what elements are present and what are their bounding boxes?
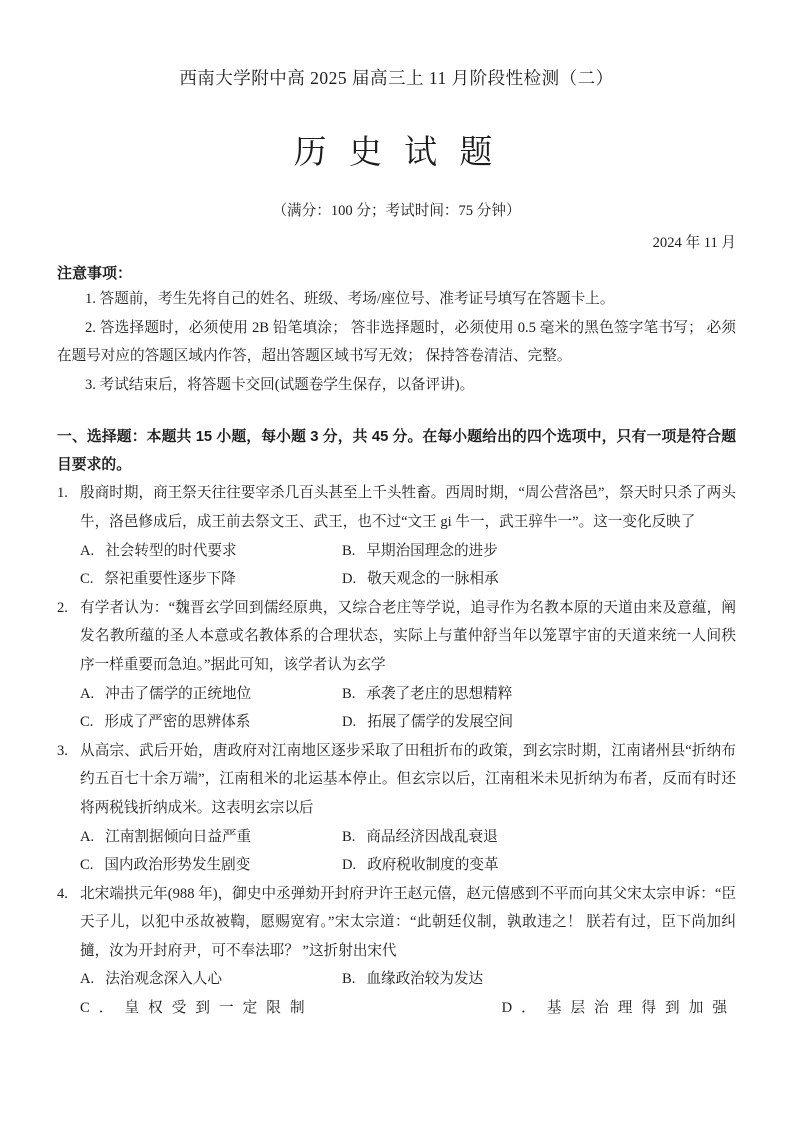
question-1-option-d: D. 敬天观念的一脉相承 bbox=[342, 571, 499, 588]
question-2-number: 2. bbox=[57, 599, 68, 616]
exam-meta-line: （满分：100 分；考试时间：75 分钟） bbox=[272, 203, 521, 219]
question-1-stem: 殷商时期，商王祭天往往要宰杀几百头甚至上千头牲畜。西周时期，“周公营洛邑”，祭天时只杀了两头牛，洛邑修成后，成王前去祭文王、武王，也不过“文王 gi 牛一，武王骍牛一”。这一变化反映了 bbox=[80, 485, 736, 530]
section-heading-multiple-choice: 一、选择题：本题共 15 小题，每小题 3 分，共 45 分。在每小题给出的四个选项中，只有一项是符合题目要求的。 bbox=[57, 429, 736, 474]
question-1-option-b: B. 早期治国理念的进步 bbox=[342, 542, 498, 559]
question-4-option-c: C． 皇权受到一定限制 bbox=[80, 1000, 314, 1017]
question-1-number: 1. bbox=[57, 485, 68, 502]
question-4-option-d: D． 基层治理得到加强 bbox=[501, 1000, 736, 1017]
question-3-option-d: D. 政府税收制度的变革 bbox=[342, 857, 499, 874]
question-2-option-b: B. 承袭了老庄的思想精粹 bbox=[342, 685, 513, 702]
exam-school-header: 西南大学附中高 2025 届高三上 11 月阶段性检测（二） bbox=[179, 68, 614, 88]
question-3-option-b: B. 商品经济因战乱衰退 bbox=[342, 828, 498, 845]
notice-item-1: 1. 答题前，考生先将自己的姓名、班级、考场/座位号、准考证号填写在答题卡上。 bbox=[85, 291, 615, 307]
question-2-option-a: A. 冲击了儒学的正统地位 bbox=[80, 685, 252, 702]
question-3 bbox=[57, 737, 736, 880]
question-2-stem: 有学者认为：“魏晋玄学回到儒经原典，又综合老庄等学说，追寻作为名教本原的天道由来及意蕴，阐发名教所蕴的圣人本意或名教体系的合理状态，实际上与董仲舒当年以笼罩宇宙的天道来统一人间秩序一样重要而急迫。”据此可知，该学者认为玄学 bbox=[80, 599, 736, 673]
question-1-option-c: C. 祭祀重要性逐步下降 bbox=[80, 571, 236, 588]
question-4-options-row-1 bbox=[80, 965, 736, 994]
question-1-option-a: A. 社会转型的时代要求 bbox=[80, 542, 237, 559]
question-4-options-row-2 bbox=[80, 994, 736, 1023]
question-4 bbox=[57, 880, 736, 1023]
notice-section bbox=[57, 263, 736, 399]
question-3-stem: 从高宗、武后开始，唐政府对江南地区逐步采取了田租折布的政策，到玄宗时期，江南诸州县“折纳布约五百七十余万端”，江南租米的北运基本停止。但玄宗以后，江南租米未见折纳为布者，反而有时还将两税钱折纳成米。这表明玄宗以后 bbox=[80, 742, 736, 816]
question-1 bbox=[57, 479, 736, 593]
question-2-option-d: D. 拓展了儒学的发展空间 bbox=[342, 714, 514, 731]
question-2-options bbox=[80, 680, 736, 737]
question-4-number: 4. bbox=[57, 885, 68, 902]
page-title: 历 史 试 题 bbox=[293, 135, 500, 171]
question-3-option-a: A. 江南割据倾向日益严重 bbox=[80, 828, 252, 845]
exam-date: 2024 年 11 月 bbox=[652, 235, 736, 251]
question-3-number: 3. bbox=[57, 742, 68, 759]
question-1-options bbox=[80, 537, 736, 594]
notice-item-3: 3. 考试结束后，将答题卡交回(试题卷学生保存，以备评讲)。 bbox=[85, 376, 475, 393]
notice-heading: 注意事项： bbox=[57, 265, 133, 282]
question-3-option-c: C. 国内政治形势发生剧变 bbox=[80, 857, 251, 874]
notice-item-2: 2. 答选择题时，必须使用 2B 铅笔填涂； 答非选择题时，必须使用 0.5 毫米的黑色签字笔书写； 必须在题号对应的答题区域内作答，超出答题区域书写无效； 保持答卷清洁、完整。 bbox=[57, 319, 736, 365]
question-2 bbox=[57, 594, 736, 737]
question-3-options bbox=[80, 823, 736, 880]
question-4-stem: 北宋端拱元年(988 年)，御史中丞弹劾开封府尹许王赵元僖，赵元僖感到不平而向其父宋太宗申诉：“臣天子儿，以犯中丞故被鞫，愿赐宽宥。”宋太宗道：“此朝廷仪制，孰敢违之！ 朕若有过，臣下尚加纠擿，汝为开封府尹，可不奉法耶？ ”这折射出宋代 bbox=[80, 885, 736, 959]
question-2-option-c: C. 形成了严密的思辨体系 bbox=[80, 714, 251, 731]
question-4-option-b: B. 血缘政治较为发达 bbox=[342, 971, 484, 988]
question-4-option-a: A. 法治观念深入人心 bbox=[80, 971, 222, 988]
